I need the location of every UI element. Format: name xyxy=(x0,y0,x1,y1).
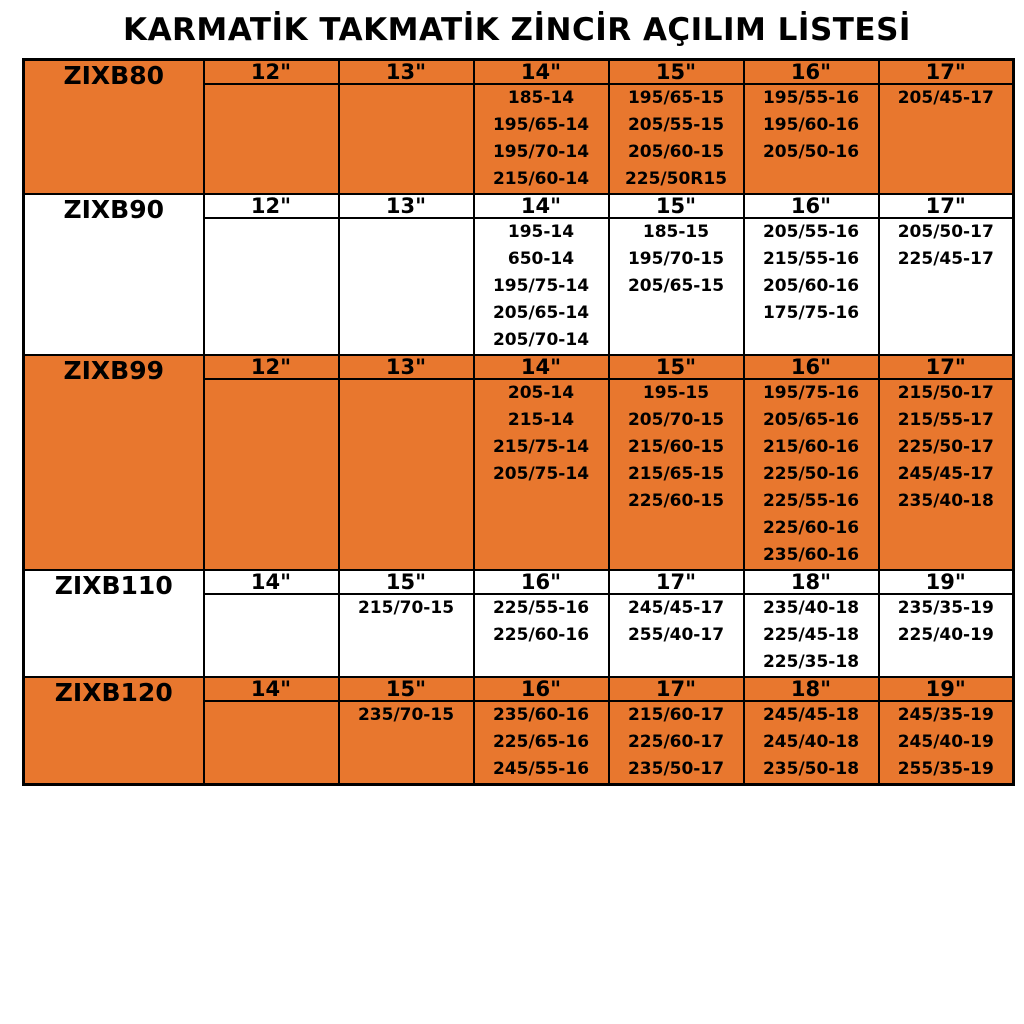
rim-size-header: 13" xyxy=(339,60,474,85)
rim-size-header: 14" xyxy=(474,60,609,85)
rim-size-header: 19" xyxy=(879,677,1014,701)
tyre-size-item: 205/65-14 xyxy=(492,303,590,323)
rim-size-header: 13" xyxy=(339,194,474,218)
rim-size-header: 17" xyxy=(879,355,1014,379)
tyre-size-list-cell xyxy=(204,594,339,677)
tyre-size-item: 205/55-16 xyxy=(762,222,860,242)
tyre-size-item: 205/55-15 xyxy=(627,115,725,135)
tyre-size-item: 205-14 xyxy=(507,383,575,403)
tyre-size-list-cell xyxy=(609,84,744,194)
rim-size-header: 15" xyxy=(609,60,744,85)
tyre-size-list-cell xyxy=(204,84,339,194)
rim-size-header: 12" xyxy=(204,60,339,85)
rim-size-header: 17" xyxy=(879,194,1014,218)
tyre-size-list-cell xyxy=(474,379,609,570)
tyre-size-item: 235/50-18 xyxy=(762,759,860,779)
tyre-size-item: 215/60-14 xyxy=(492,169,590,189)
tyre-size-item: 215/55-17 xyxy=(897,410,994,430)
tyre-size-item: 205/70-15 xyxy=(627,410,725,430)
tyre-size-item: 195-14 xyxy=(507,222,575,242)
tyre-size-list-cell xyxy=(474,594,609,677)
tyre-size-item: 235/40-18 xyxy=(762,598,860,618)
tyre-size-list-cell xyxy=(609,701,744,785)
tyre-size-item: 205/50-17 xyxy=(897,222,994,242)
rim-size-header: 15" xyxy=(609,194,744,218)
tyre-size-item: 215/65-15 xyxy=(627,464,725,484)
tyre-size-item: 205/45-17 xyxy=(897,88,994,108)
tyre-size-item: 235/60-16 xyxy=(492,705,590,725)
tyre-size-item: 225/45-18 xyxy=(762,625,860,645)
model-name-cell: ZIXB90 xyxy=(24,194,204,355)
tyre-size-item: 235/40-18 xyxy=(897,491,994,511)
tyre-size-item: 235/70-15 xyxy=(357,705,455,725)
tyre-size-item: 235/35-19 xyxy=(897,598,994,618)
rim-size-header: 16" xyxy=(744,60,879,85)
rim-size-header: 15" xyxy=(339,570,474,594)
rim-size-header: 18" xyxy=(744,677,879,701)
model-name-cell: ZIXB110 xyxy=(24,570,204,677)
rim-size-header: 16" xyxy=(474,677,609,701)
tyre-size-item: 205/70-14 xyxy=(492,330,590,350)
tyre-size-list-cell xyxy=(339,701,474,785)
tyre-size-item: 225/50-17 xyxy=(897,437,994,457)
table-row xyxy=(24,60,1014,85)
tyre-size-item: 215/70-15 xyxy=(357,598,455,618)
tyre-size-item: 225/60-17 xyxy=(627,732,725,752)
rim-size-header: 17" xyxy=(879,60,1014,85)
tyre-size-item: 215/75-14 xyxy=(492,437,590,457)
rim-size-header: 15" xyxy=(609,355,744,379)
model-name-cell: ZIXB99 xyxy=(24,355,204,570)
rim-size-header: 17" xyxy=(609,570,744,594)
tyre-size-item: 195/70-14 xyxy=(492,142,590,162)
tyre-size-list-cell xyxy=(339,218,474,355)
tyre-size-item: 245/45-18 xyxy=(762,705,860,725)
tyre-size-item: 225/60-16 xyxy=(762,518,860,538)
rim-size-header: 16" xyxy=(744,194,879,218)
tyre-size-list-cell xyxy=(474,218,609,355)
tyre-size-list-cell xyxy=(744,594,879,677)
tyre-size-item: 245/45-17 xyxy=(897,464,994,484)
tyre-size-list-cell xyxy=(744,379,879,570)
tyre-size-item: 205/60-16 xyxy=(762,276,860,296)
tyre-size-item: 225/65-16 xyxy=(492,732,590,752)
rim-size-header: 14" xyxy=(474,355,609,379)
tyre-size-item: 225/50R15 xyxy=(624,169,728,189)
tyre-size-item: 195/75-14 xyxy=(492,276,590,296)
table-row xyxy=(24,194,1014,218)
tyre-size-list-cell xyxy=(609,379,744,570)
page-title: KARMATİK TAKMATİK ZİNCİR AÇILIM LİSTESİ xyxy=(123,12,911,48)
tyre-size-item: 245/35-19 xyxy=(897,705,994,725)
rim-size-header: 14" xyxy=(204,677,339,701)
tyre-size-item: 195/60-16 xyxy=(762,115,860,135)
tyre-size-list-cell xyxy=(879,594,1014,677)
tyre-size-item: 205/65-16 xyxy=(762,410,860,430)
tyre-size-item: 205/60-15 xyxy=(627,142,725,162)
table-row xyxy=(24,355,1014,379)
model-name-cell: ZIXB80 xyxy=(24,60,204,195)
tyre-size-list-cell xyxy=(204,379,339,570)
rim-size-header: 16" xyxy=(744,355,879,379)
tyre-size-item: 205/65-15 xyxy=(627,276,725,296)
tyre-size-list-cell xyxy=(204,701,339,785)
tyre-size-item: 195/55-16 xyxy=(762,88,860,108)
tyre-size-item: 225/50-16 xyxy=(762,464,860,484)
tyre-size-item: 650-14 xyxy=(507,249,575,269)
tyre-size-list-cell xyxy=(744,218,879,355)
tyre-size-item: 175/75-16 xyxy=(762,303,860,323)
tyre-size-list-cell xyxy=(339,379,474,570)
tyre-size-list-cell xyxy=(744,84,879,194)
tyre-size-item: 225/45-17 xyxy=(897,249,994,269)
tyre-size-list-cell xyxy=(339,594,474,677)
tyre-size-list-cell xyxy=(879,218,1014,355)
tyre-size-item: 225/60-15 xyxy=(627,491,725,511)
tyre-size-item: 245/40-19 xyxy=(897,732,994,752)
tyre-size-item: 225/35-18 xyxy=(762,652,860,672)
tyre-size-item: 215/60-15 xyxy=(627,437,725,457)
tyre-size-item: 205/50-16 xyxy=(762,142,860,162)
table-row xyxy=(24,570,1014,594)
tyre-size-item: 195/65-14 xyxy=(492,115,590,135)
tyre-size-list-cell xyxy=(474,701,609,785)
rim-size-header: 12" xyxy=(204,194,339,218)
tyre-size-item: 255/35-19 xyxy=(897,759,994,779)
tyre-size-list-cell xyxy=(879,701,1014,785)
tyre-size-item: 195/65-15 xyxy=(627,88,725,108)
tyre-size-list-cell xyxy=(744,701,879,785)
chain-size-table xyxy=(22,58,1015,786)
table-row xyxy=(24,677,1014,701)
tyre-size-item: 235/60-16 xyxy=(762,545,860,565)
tyre-size-list-cell xyxy=(609,218,744,355)
tyre-size-item: 215/60-17 xyxy=(627,705,725,725)
tyre-size-item: 225/40-19 xyxy=(897,625,994,645)
rim-size-header: 13" xyxy=(339,355,474,379)
tyre-size-item: 185-15 xyxy=(642,222,710,242)
tyre-size-list-cell xyxy=(204,218,339,355)
tyre-size-list-cell xyxy=(879,379,1014,570)
tyre-size-item: 225/60-16 xyxy=(492,625,590,645)
tyre-size-list-cell xyxy=(609,594,744,677)
tyre-size-item: 215-14 xyxy=(507,410,575,430)
tyre-size-list-cell xyxy=(474,84,609,194)
tyre-size-item: 215/50-17 xyxy=(897,383,994,403)
tyre-size-list-cell xyxy=(339,84,474,194)
tyre-size-item: 195/75-16 xyxy=(762,383,860,403)
tyre-size-item: 245/45-17 xyxy=(627,598,725,618)
tyre-size-item: 215/60-16 xyxy=(762,437,860,457)
tyre-size-item: 185-14 xyxy=(507,88,575,108)
tyre-size-item: 215/55-16 xyxy=(762,249,860,269)
rim-size-header: 19" xyxy=(879,570,1014,594)
model-name-cell: ZIXB120 xyxy=(24,677,204,785)
rim-size-header: 17" xyxy=(609,677,744,701)
tyre-size-item: 225/55-16 xyxy=(762,491,860,511)
rim-size-header: 15" xyxy=(339,677,474,701)
tyre-size-item: 205/75-14 xyxy=(492,464,590,484)
tyre-size-item: 195/70-15 xyxy=(627,249,725,269)
tyre-size-item: 225/55-16 xyxy=(492,598,590,618)
tyre-size-item: 255/40-17 xyxy=(627,625,725,645)
tyre-size-item: 245/55-16 xyxy=(492,759,590,779)
tyre-size-item: 235/50-17 xyxy=(627,759,725,779)
rim-size-header: 14" xyxy=(474,194,609,218)
tyre-size-item: 195-15 xyxy=(642,383,710,403)
rim-size-header: 16" xyxy=(474,570,609,594)
tyre-size-item: 245/40-18 xyxy=(762,732,860,752)
rim-size-header: 14" xyxy=(204,570,339,594)
rim-size-header: 12" xyxy=(204,355,339,379)
tyre-size-list-cell xyxy=(879,84,1014,194)
rim-size-header: 18" xyxy=(744,570,879,594)
